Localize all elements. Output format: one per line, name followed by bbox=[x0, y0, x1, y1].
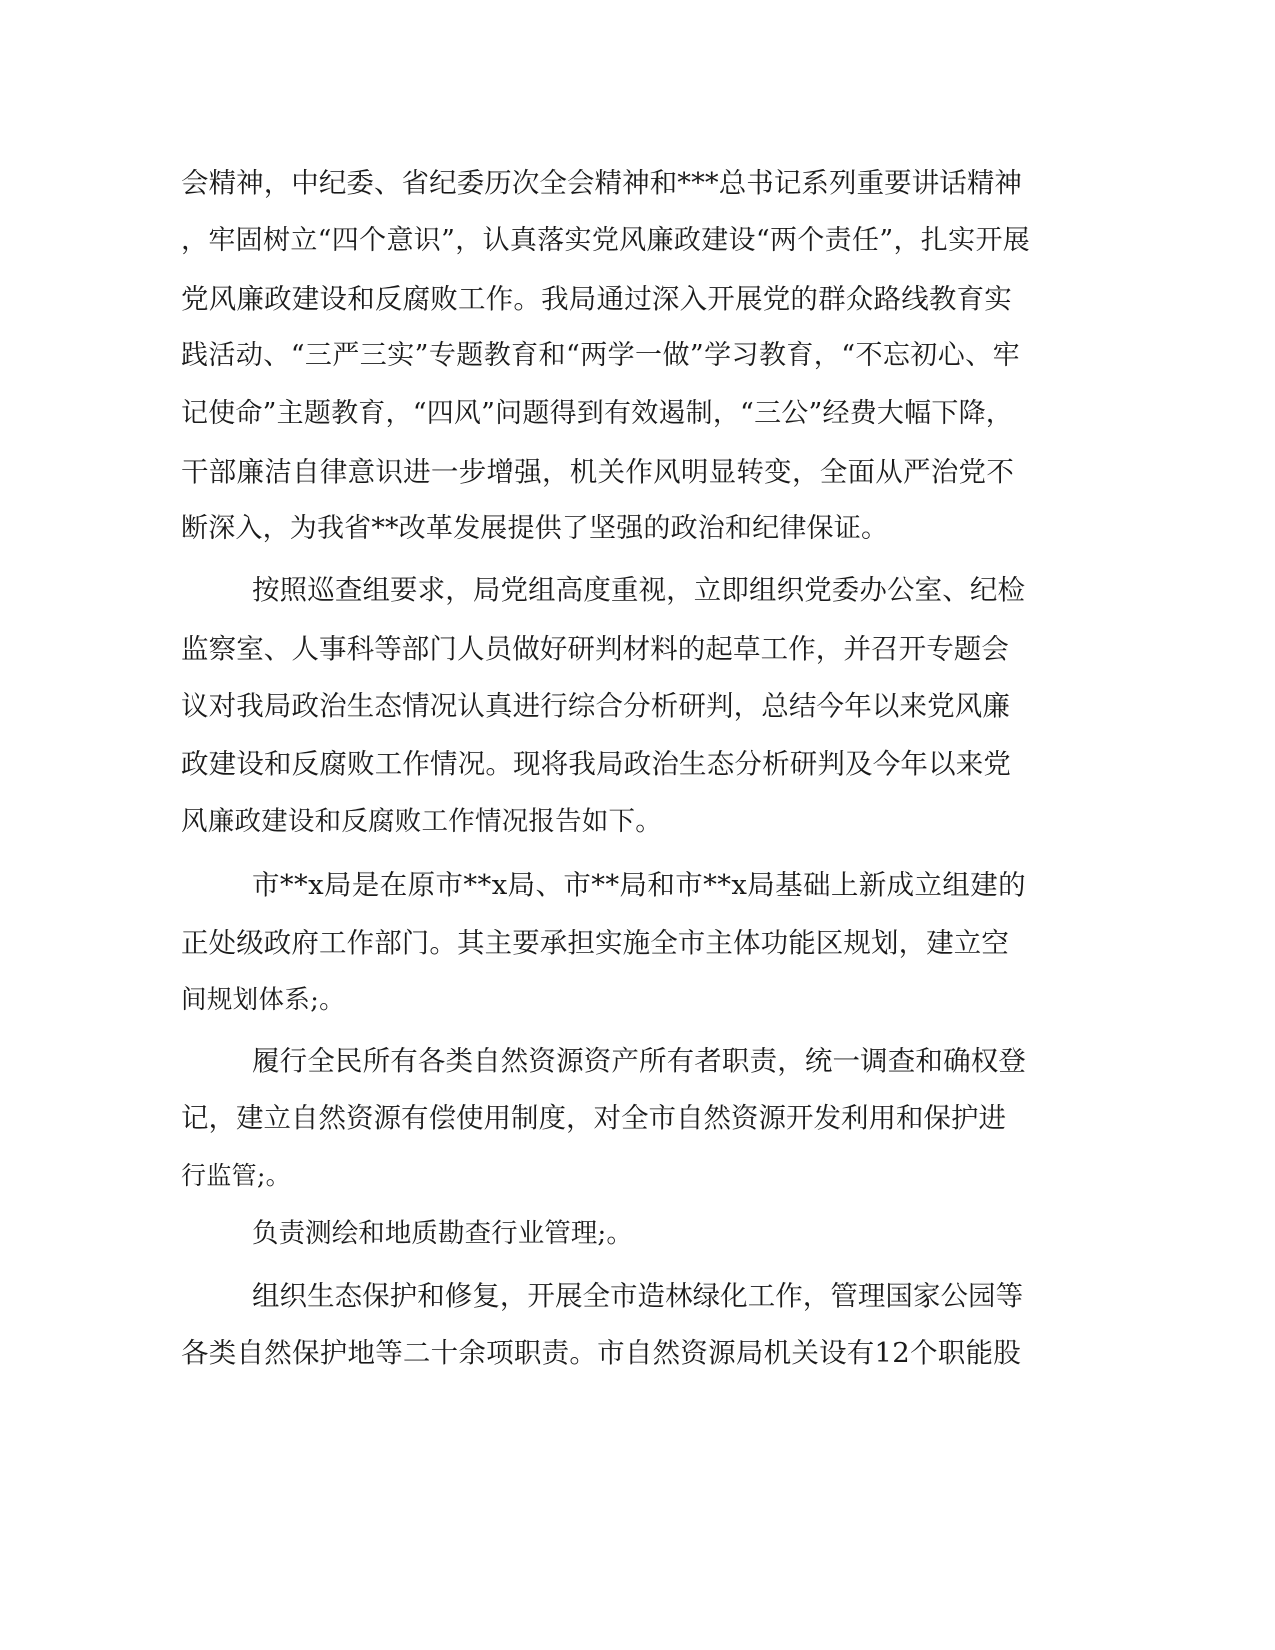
text-line bbox=[0, 1041, 1275, 1081]
text-line bbox=[0, 1214, 1275, 1254]
text-line-content: 风廉政建设和反腐败工作情况报告如下。 bbox=[181, 806, 662, 837]
text-line bbox=[0, 336, 1275, 376]
text-line bbox=[0, 163, 1275, 203]
text-line-content: 干部廉洁自律意识进一步增强，机关作风明显转变，全面从严治党不 bbox=[181, 456, 1014, 488]
text-line bbox=[0, 509, 1275, 549]
text-line bbox=[0, 1156, 1275, 1196]
text-line-content: 履行全民所有各类自然资源资产所有者职责，统一调查和确权登 bbox=[252, 1045, 1026, 1077]
text-line bbox=[0, 394, 1275, 434]
text-line bbox=[0, 865, 1275, 905]
text-line-content: 记使命”主题教育，“四风”问题得到有效遏制，“三公”经费大幅下降， bbox=[181, 398, 1013, 429]
text-line bbox=[0, 629, 1275, 669]
text-line-content: 监察室、人事科等部门人员做好研判材料的起草工作，并召开专题会 bbox=[181, 633, 1009, 665]
text-line bbox=[0, 221, 1275, 261]
text-line bbox=[0, 744, 1275, 784]
text-line bbox=[0, 1333, 1275, 1373]
text-line-content: 各类自然保护地等二十余项职责。市自然资源局机关设有12个职能股 bbox=[181, 1337, 1021, 1369]
text-line-content: 组织生态保护和修复，开展全市造林绿化工作，管理国家公园等 bbox=[252, 1280, 1023, 1312]
text-line-content: 按照巡查组要求，局党组高度重视，立即组织党委办公室、纪检 bbox=[252, 574, 1025, 606]
text-line bbox=[0, 1276, 1275, 1316]
text-line bbox=[0, 279, 1275, 319]
text-line-content: 行监管;。 bbox=[181, 1161, 291, 1190]
text-line bbox=[0, 1098, 1275, 1138]
text-line bbox=[0, 802, 1275, 842]
text-line-content: 市**x局是在原市**x局、市**局和市**x局基础上新成立组建的 bbox=[252, 869, 1026, 901]
text-line-content: 议对我局政治生态情况认真进行综合分析研判，总结今年以来党风廉 bbox=[181, 690, 1010, 722]
text-line-content: 党风廉政建设和反腐败工作。我局通过深入开展党的群众路线教育实 bbox=[181, 283, 1012, 315]
text-line-content: 负责测绘和地质勘查行业管理;。 bbox=[252, 1218, 633, 1249]
text-line-content: ，牢固树立“四个意识”，认真落实党风廉政建设“两个责任”，扎实开展 bbox=[181, 225, 1030, 256]
text-line bbox=[0, 923, 1275, 963]
text-line bbox=[0, 452, 1275, 492]
text-line bbox=[0, 686, 1275, 726]
text-line-content: 间规划体系;。 bbox=[181, 985, 345, 1015]
text-line-content: 正处级政府工作部门。其主要承担实施全市主体功能区规划，建立空 bbox=[181, 927, 1009, 959]
text-line-content: 断深入，为我省**改革发展提供了坚强的政治和纪律保证。 bbox=[181, 513, 888, 544]
text-line bbox=[0, 570, 1275, 610]
text-line-content: 政建设和反腐败工作情况。现将我局政治生态分析研判及今年以来党 bbox=[181, 748, 1011, 780]
text-line-content: 践活动、“三严三实”专题教育和“两学一做”学习教育，“不忘初心、牢 bbox=[181, 340, 1020, 371]
text-line-content: 会精神，中纪委、省纪委历次全会精神和***总书记系列重要讲话精神 bbox=[181, 167, 1022, 199]
text-line-content: 记，建立自然资源有偿使用制度，对全市自然资源开发利用和保护进 bbox=[181, 1102, 1006, 1134]
text-line bbox=[0, 980, 1275, 1020]
